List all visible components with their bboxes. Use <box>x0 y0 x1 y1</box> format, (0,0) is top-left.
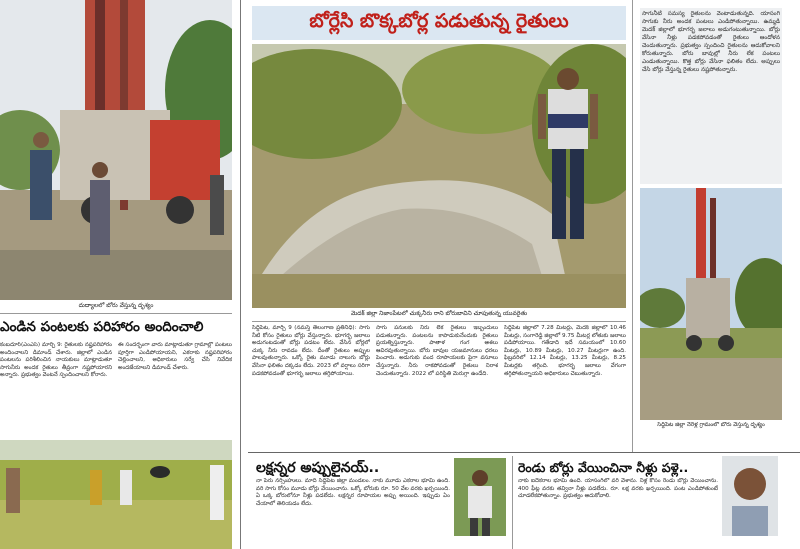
bottom-center-headline: లక్షన్నర అప్పులైనయ్.. <box>256 460 380 476</box>
left-bottom-photo-field <box>0 440 232 549</box>
center-article-col1: సిద్దిపేట, మార్చి 9 (నమస్తే తెలంగాణ ప్రతినిధి): సాగు నీటి కోసం రైతులు బోర్లు వేస్తున్నారు. భూగర్భ జలాలు అడుగంటడంతో బోర్లు పడటం లేదు. వేసిన బోర్లలో చుక్క నీరు రావడం లేదు. దీంతో రైతులు అప్పుల పాలవుతున్నారు. ఒక్కో రైతు మూడు నాలుగు బోర్లు వేసినా ఫలితం దక్కడం లేదు. 2023 లో వర్షాలు సరిగా పడకపోవడంతో భూగర్భ జలాలు తగ్గిపోయాయి. <box>252 325 370 377</box>
center-photo-farmer <box>252 44 626 308</box>
right-article-text: సాగునీటి సమస్య రైతులను వెంటాడుతున్నది. యాసంగి సాగుకు నీరు అందక పంటలు ఎండిపోతున్నాయి. ఉమ్మడి మెదక్ జిల్లాలో భూగర్భ జలాలు అడుగంటుతున్నాయి. బోర్లు వేసినా నీళ్లు పడకపోవడంతో రైతులు ఆందోళన చెందుతున్నారు. ప్రభుత్వం స్పందించి రైతులను ఆదుకోవాలని కోరుతున్నారు. బోరు బావుల్లో నీరు లేక పంటలు ఎండుతున్నాయి. కొత్త బోర్లు వేసినా ఫలితం లేదు. అప్పులు చేసి బోర్లు వేస్తున్న రైతులు నష్టపోతున్నారు. <box>640 8 782 184</box>
bottom-right-text: నాకు ఐదెకరాల భూమి ఉంది. యాసంగిలో వరి వేశాను. నీళ్ల కోసం రెండు బోర్లు వేయించాను. 400 ఫీట్ల వరకు తవ్వినా నీళ్లు పడలేదు. రూ. లక్ష వరకు ఖర్చయింది. పంట ఎండిపోతుంటే చూడలేకపోతున్నాం. ప్రభుత్వం ఆదుకోవాలి. <box>518 478 718 500</box>
left-photo-caption: దుద్యాలలో బోరు వేస్తున్న దృశ్యం <box>78 302 154 309</box>
bottom-center-text: నా పేరు నర్సింహులు. మాది సిద్దిపేట జిల్లా మండలం. నాకు మూడు ఎకరాల భూమి ఉంది. వరి సాగు కోసం మూడు బోర్లు వేయించాను. ఒక్కో బోరుకు రూ. 50 వేల వరకు ఖర్చయింది. ఏ ఒక్క బోరులోనూ నీళ్లు పడలేదు. లక్షన్నర రూపాయల అప్పు అయింది. ఇప్పుడు ఏం చేయాలో తెలియడం లేదు. <box>256 478 450 507</box>
main-headline-box <box>252 6 626 40</box>
column-divider-left <box>240 0 241 549</box>
center-article-col3: సిద్దిపేట జిల్లాలో 7.28 మీటర్లు, మెదక్ జిల్లాలో 10.46 మీటర్లు, సంగారెడ్డి జిల్లాలో 9.75 మీటర్ల లోతుకు జలాలు పడిపోయాయి. గతేడాది ఇదే సమయంలో 10.60 మీటర్లు, 10.89 మీటర్లు, 10.27 మీటర్లుగా ఉంది. ఫిబ్రవరిలో 12.14 మీటర్లు, 13.25 మీటర్లు, 8.25 మీటర్లకు తగ్గింది. భూగర్భ జలాలు వేగంగా తగ్గిపోతున్నాయని అధికారులు చెబుతున్నారు. <box>504 325 626 377</box>
bottom-section-divider <box>248 452 800 453</box>
bottom-right-headline: రెండు బోర్లు వేయించినా నీళ్లు పళ్లె.. <box>518 460 689 475</box>
left-article-col2: ఈ సందర్భంగా వారు మాట్లాడుతూ గ్రామాల్లో పంటలు పూర్తిగా ఎండిపోయాయని, ఎకరాకు నష్టపరిహారం చెల్లించాలని, అధికారులు సర్వే చేసి నివేదిక అందజేయాలని డిమాండ్ చేశారు. <box>118 342 232 371</box>
center-caption-divider <box>252 321 626 322</box>
center-article-col2: సాగు పనులకు నీరు లేక రైతులు ఇబ్బందులు పడుతున్నారు. పంటలను కాపాడుకునేందుకు రైతులు ప్రయత్నిస్తున్నారు. పాతాళ గంగ ఆశలు ఆవిరవుతున్నాయి. బోరు బావుల యజమానులు ధరలు పెంచారు. అడుగుకు వంద రూపాయలకు పైగా వసూలు చేస్తున్నారు. నీరు రాకపోవడంతో రైతులు నిరాశ చెందుతున్నారు. 2022 లో పరిస్థితి మెరుగ్గా ఉండేది. <box>376 325 498 377</box>
left-article-col1: కంబదూర్(ఎంఎస్) మార్చి 9: రైతులకు నష్టపరిహారం అందించాలని డిమాండ్ చేశారు. జిల్లాలో ఎండిన పంటలను పరిశీలించిన నాయకులు మాట్లాడుతూ సాగునీరు అందక రైతులు తీవ్రంగా నష్టపోయారని అన్నారు. ప్రభుత్వం వెంటనే స్పందించాలని కోరారు. <box>0 342 112 379</box>
right-photo-caption: సిద్దిపేట జిల్లా నేరెళ్ల గ్రామంలో బోరు వేస్తున్న దృశ్యం <box>657 422 765 428</box>
bottom-center-portrait <box>454 458 506 536</box>
left-divider <box>0 313 232 314</box>
bottom-right-portrait <box>722 456 778 536</box>
main-headline: బోర్లేసి బొక్కబోర్ల పడుతున్న రైతులు <box>309 9 569 32</box>
bottom-divider <box>512 456 513 549</box>
right-photo-drilling <box>640 188 782 420</box>
left-photo-drilling-rig <box>0 0 232 300</box>
column-divider-right <box>632 0 633 452</box>
left-headline: ఎండిన పంటలకు పరిహారం అందించాలి <box>0 319 204 335</box>
center-photo-caption: మెదక్ జిల్లా నిజాంపేటలో చుక్కనీరు రాని బోరుబావిని చూపుతున్న యువరైతు <box>350 310 528 317</box>
